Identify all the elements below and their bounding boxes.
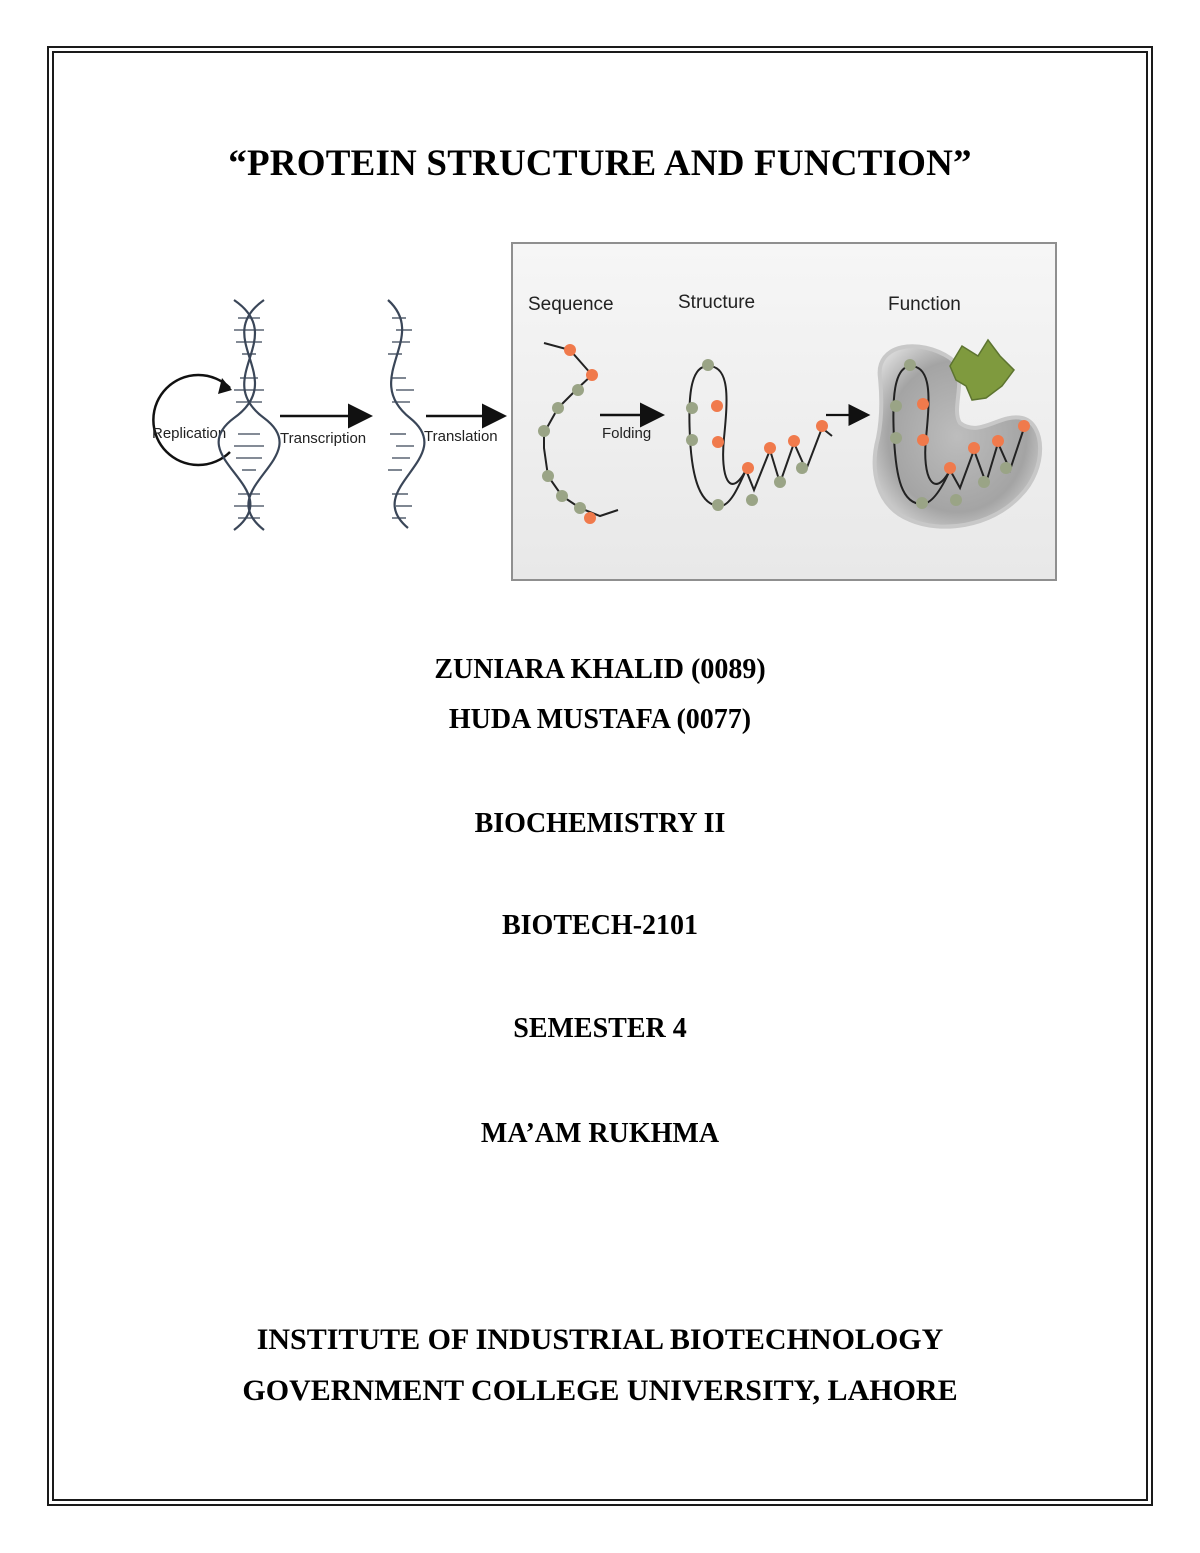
central-dogma-diagram [130, 238, 1060, 588]
transcription-label: Transcription [280, 430, 367, 447]
institute-name: INSTITUTE OF INDUSTRIAL BIOTECHNOLOGY [256, 1323, 944, 1356]
folding-label: Folding [602, 425, 652, 442]
instructor: MA’AM RUKHMA [480, 1118, 720, 1149]
translation-label: Translation [424, 428, 498, 445]
course-name: BIOCHEMISTRY II [474, 808, 726, 839]
function-label: Function [888, 294, 961, 315]
author-1: ZUNIARA KHALID (0089) [434, 654, 766, 685]
university-name: GOVERNMENT COLLEGE UNIVERSITY, LAHORE [242, 1374, 958, 1407]
semester: SEMESTER 4 [513, 1013, 687, 1044]
document-title: “PROTEIN STRUCTURE AND FUNCTION” [228, 143, 972, 184]
sequence-label: Sequence [528, 294, 614, 315]
course-code: BIOTECH-2101 [501, 910, 699, 941]
replication-label: Replication [152, 425, 227, 442]
structure-label: Structure [678, 292, 756, 313]
author-2: HUDA MUSTAFA (0077) [448, 704, 752, 735]
rna-strand-icon [388, 300, 424, 528]
dna-helix-icon [219, 300, 280, 530]
